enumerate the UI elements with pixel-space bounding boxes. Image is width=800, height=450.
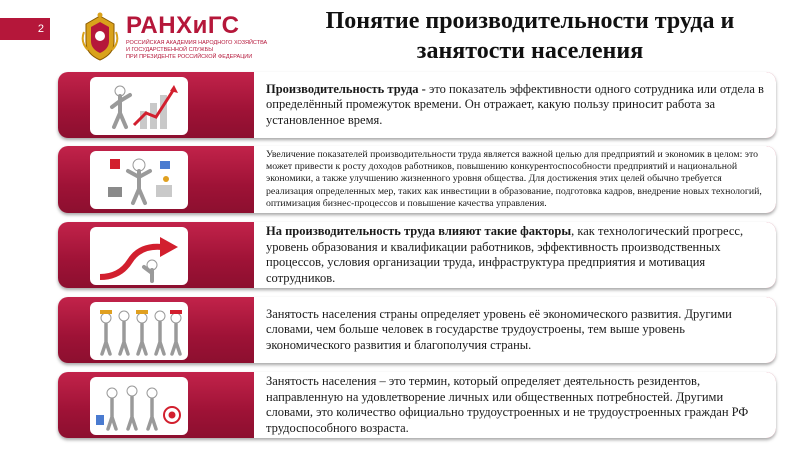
slide-number: 2 (0, 18, 50, 40)
card-text: Производительность труда - это показатель эффективности одного сотрудника или отдела в определённый промежуток времени. Он отражает, какую пользу приносит работа за установленное время. (266, 81, 764, 127)
card-employment-definition (58, 372, 776, 438)
card-text: Занятость населения – это термин, который определяет деятельность резидентов, направленную на удовлетворение личных или общественных потребностей. Другими словами, это количество официально трудоустроенных и не трудоустроенных граждан РФ трудоспособного возраста. (266, 374, 749, 435)
red-arrow-icon (90, 227, 188, 285)
logo-name: РАНХиГС (126, 12, 240, 39)
card-text: Увеличение показателей производительности труда является важной целью для предприятий и экономик в целом: это может привести к росту доходов работников, повышению конкурентоспособности предприятий и национальной экономики, а также улучшению жизненного уровня общества. Для достижения этих целей обычно требуется реализация определенных мер, таких как инвестиции в образование, подготовка кадров, внедрение новых технологий, оптимизация бизнес-процессов и повышение качества управления. (266, 148, 762, 209)
card-employment-level (58, 297, 776, 363)
logo-subtitle: РОССИЙСКАЯ АКАДЕМИЯ НАРОДНОГО ХОЗЯЙСТВА И ГОСУДАРСТВЕННОЙ СЛУЖБЫ ПРИ ПРЕЗИДЕНТЕ РОССИЙСКОЙ ФЕДЕРАЦИИ (126, 40, 268, 60)
workers-group-icon (90, 302, 188, 360)
emblem-icon (80, 12, 120, 62)
card-productivity-growth (58, 146, 776, 213)
growth-chart-icon (90, 77, 188, 135)
card-productivity-definition (58, 72, 776, 138)
card-text: На производительность труда влияют такие факторы, как технологический прогресс, уровень образования и квалификации работников, эффективность производственных процессов, условия организации труда, инфраструктура предприятия и мотивация сотрудников. (266, 224, 744, 285)
slide-title: Понятие производительности труда и занятости населения (325, 8, 735, 64)
professionals-icon (90, 377, 188, 435)
card-text: Занятость населения страны определяет уровень её экономического развития. Другими словами, чем больше человек в государстве трудоустроены, тем выше уровень экономического развития и благополучия страны. (266, 306, 732, 352)
card-productivity-factors (58, 222, 776, 288)
ranepa-logo (80, 10, 268, 66)
business-people-icon (90, 151, 188, 209)
